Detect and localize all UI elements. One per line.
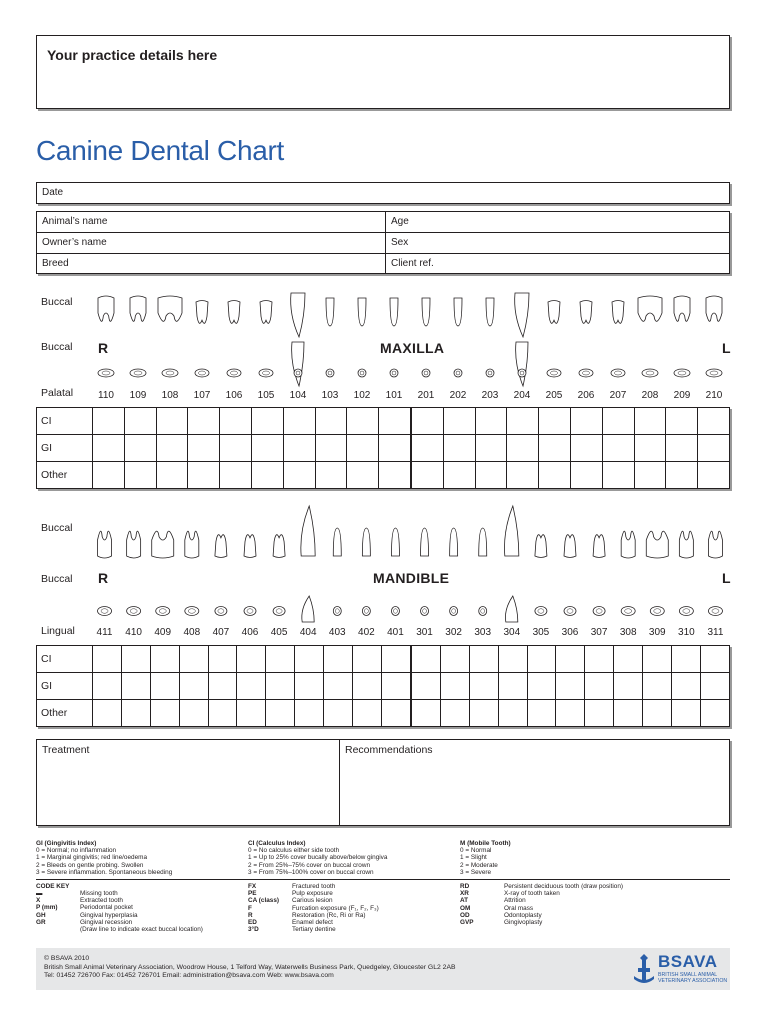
code-key-col2-entry: [248, 919, 458, 926]
maxilla-tooth-number-201: 201: [417, 390, 435, 401]
code-key-col2-code: ED: [248, 918, 257, 926]
gi-legend-line: 2 = Bleeds on gentle probing. Swollen: [36, 861, 144, 869]
mandible-tooth-number-407: 407: [212, 627, 230, 638]
code-key-col2-entry: [248, 897, 458, 904]
mandible-buccal-tooth-405: [273, 535, 285, 558]
mandible-lingual-tooth-403: [333, 607, 341, 616]
code-key-column-3: [460, 883, 730, 926]
mandible-cell[interactable]: [556, 673, 585, 700]
mandible-cell[interactable]: [527, 673, 556, 700]
mandible-tooth-number-311: 311: [707, 627, 724, 638]
gi-legend-line: 0 = Normal; no inflammation: [36, 847, 117, 855]
mandible-cell[interactable]: [498, 700, 527, 727]
code-key-col1-entry: [36, 890, 246, 897]
code-key-col1-entry: [36, 926, 246, 933]
mandible-lingual-tooth-409: [156, 607, 170, 616]
ci-legend: [248, 840, 453, 876]
mandible-cell[interactable]: [700, 646, 729, 673]
mandible-lingual-tooth-311: [708, 607, 722, 616]
code-key-col2-desc: Enamel defect: [292, 918, 333, 926]
mandible-buccal-tooth-406: [244, 535, 256, 558]
code-key-col2-code: PE: [248, 890, 257, 898]
maxilla-tooth-number-104: 104: [289, 390, 307, 401]
mandible-tooth-number-410: 410: [125, 627, 142, 638]
code-key-col1-code: GH: [36, 911, 46, 919]
mandible-cell[interactable]: [614, 673, 643, 700]
code-key-col3-desc: Oral mass: [504, 904, 534, 912]
mandible-tooth-number-403: 403: [328, 627, 346, 638]
gi-legend: [36, 840, 236, 876]
mandible-tooth-number-301: 301: [416, 627, 433, 638]
m-legend-line: 2 = Moderate: [460, 861, 498, 869]
ci-legend-line: 3 = From 75%–100% cover on buccal crown: [248, 868, 374, 876]
maxilla-left-marker: L: [722, 340, 731, 356]
mandible-tooth-number-408: 408: [183, 627, 201, 638]
mandible-cell[interactable]: [700, 700, 729, 727]
code-key-col2-desc: Furcation exposure (F₁, F₂, F₃): [292, 904, 379, 912]
code-key-col2-entry: [248, 912, 458, 919]
code-key-col3-code: GVP: [460, 918, 474, 926]
code-key-col2-entry: [248, 926, 458, 933]
mandible-lingual-tooth-310: [679, 607, 693, 616]
mandible-cell[interactable]: [411, 646, 440, 673]
mandible-lingual-tooth-405: [273, 607, 285, 616]
maxilla-tooth-number-210: 210: [705, 390, 723, 401]
mandible-cell[interactable]: [440, 673, 469, 700]
mandible-cell[interactable]: [700, 673, 729, 700]
mandible-buccal-tooth-403: [333, 528, 341, 556]
mandible-buccal-mid-label: Buccal: [41, 573, 73, 585]
maxilla-tooth-number-106: 106: [225, 390, 243, 401]
animal-name-label: Animal’s name: [42, 216, 108, 227]
mandible-cell[interactable]: [440, 700, 469, 727]
maxilla-tooth-number-109: 109: [129, 390, 147, 401]
mandible-cell[interactable]: [411, 673, 440, 700]
mandible-cell[interactable]: [266, 700, 295, 727]
mandible-cell[interactable]: [672, 700, 701, 727]
mandible-tooth-number-401: 401: [387, 627, 404, 638]
maxilla-tooth-number-101: 101: [385, 390, 403, 401]
mandible-cell[interactable]: [585, 673, 614, 700]
mandible-lingual-tooth-411: [98, 607, 112, 616]
code-key-col3-desc: Attrition: [504, 897, 526, 905]
mandible-lingual2-tooth-404: [302, 596, 314, 622]
maxilla-tooth-number-208: 208: [641, 390, 659, 401]
mandible-cell[interactable]: [643, 646, 672, 673]
notes-box: [36, 739, 730, 826]
mandible-cell[interactable]: [324, 673, 353, 700]
maxilla-tooth-number-202: 202: [449, 390, 467, 401]
mandible-cell[interactable]: [121, 673, 150, 700]
mandible-cell[interactable]: [266, 646, 295, 673]
date-label: Date: [42, 187, 64, 198]
maxilla-tooth-number-204: 204: [513, 390, 531, 401]
mandible-buccal-tooth-404: [301, 506, 315, 556]
code-key-col3-entry: [460, 912, 730, 919]
code-key-col2-desc: Tertiary dentine: [292, 926, 336, 934]
code-key-col1-desc: Periodontal pocket: [80, 904, 133, 912]
recommendations-label: Recommendations: [345, 744, 433, 756]
maxilla-tooth-number-203: 203: [481, 390, 499, 401]
gi-legend-line: 3 = Severe inflammation. Spontaneous bleeding: [36, 868, 173, 876]
mandible-cell[interactable]: [295, 646, 324, 673]
gi-legend-line: 1 = Marginal gingivitis; red line/oedema: [36, 854, 148, 862]
mandible-cell[interactable]: [353, 646, 382, 673]
mandible-lingual-label: Lingual: [41, 625, 75, 637]
mandible-cell[interactable]: [121, 646, 150, 673]
mandible-right-marker: R: [98, 570, 109, 586]
mandible-cell[interactable]: [121, 700, 150, 727]
mandible-cell[interactable]: [469, 673, 498, 700]
maxilla-palatal-label: Palatal: [41, 387, 74, 399]
m-legend-title: M (Mobile Tooth): [460, 840, 511, 847]
mandible-lingual2-tooth-304: [505, 596, 517, 622]
logo-text: BSAVA: [658, 952, 718, 971]
mandible-cell[interactable]: [643, 700, 672, 727]
page-title: Canine Dental Chart: [36, 135, 284, 166]
mandible-lingual-tooth-408: [185, 607, 199, 616]
code-key-col1-entry: [36, 904, 246, 911]
mandible-cell[interactable]: [324, 700, 353, 727]
code-key-col1-desc: Extracted tooth: [80, 897, 123, 905]
mandible-cell[interactable]: [585, 646, 614, 673]
code-key-col1-code: GR: [36, 918, 46, 926]
mandible-cell[interactable]: [179, 673, 208, 700]
maxilla-tooth-number-102: 102: [353, 390, 371, 401]
sex-label: Sex: [391, 237, 409, 248]
mandible-tooth-number-402: 402: [358, 627, 375, 638]
logo-sub1: BRITISH SMALL ANIMAL: [658, 972, 718, 978]
code-key-col2-code: FX: [248, 883, 257, 890]
code-key-col3-entry: [460, 890, 730, 897]
client-ref-label: Client ref.: [391, 258, 434, 269]
code-key-col3-desc: Gingivoplasty: [504, 918, 543, 926]
code-key-col2-code: R: [248, 911, 253, 919]
mandible-cell[interactable]: [179, 646, 208, 673]
maxilla-row-label: GI: [37, 435, 93, 462]
m-legend-line: 1 = Slight: [460, 854, 487, 862]
practice-details-label: Your practice details here: [47, 47, 218, 63]
maxilla-tooth-number-103: 103: [321, 390, 339, 401]
maxilla-row-label: Other: [37, 462, 93, 489]
code-key-col1-entry: [36, 897, 246, 904]
code-key-col1-code: ▬: [36, 890, 43, 897]
mandible-cell[interactable]: [614, 700, 643, 727]
mandible-tooth-number-411: 411: [96, 627, 113, 638]
mandible-lingual-tooth-309: [650, 607, 664, 616]
code-key-col3-code: XR: [460, 890, 469, 898]
m-legend-line: 3 = Severe: [460, 868, 492, 876]
mandible-cell[interactable]: [498, 673, 527, 700]
ci-legend-title: CI (Calculus Index): [248, 840, 306, 847]
mandible-tooth-number-404: 404: [299, 627, 317, 638]
code-key-col1-entry: [36, 919, 246, 926]
mandible-buccal-tooth-309: [646, 531, 668, 558]
mandible-tooth-number-308: 308: [619, 627, 637, 638]
mandible-cell[interactable]: [324, 646, 353, 673]
mandible-buccal-tooth-301: [421, 528, 429, 556]
code-key-col1-entry: [36, 912, 246, 919]
mandible-buccal-tooth-304: [504, 506, 518, 556]
mandible-row-gi: [37, 673, 730, 700]
maxilla-tooth-number-108: 108: [161, 390, 179, 401]
mandible-lingual-tooth-406: [244, 607, 256, 616]
code-key-col3-code: OM: [460, 904, 471, 912]
mandible-cell[interactable]: [469, 646, 498, 673]
code-key-col3-desc: Odontoplasty: [504, 911, 542, 919]
mandible-cell[interactable]: [92, 673, 121, 700]
mandible-lingual-tooth-306: [564, 607, 576, 616]
maxilla-tooth-number-207: 207: [609, 390, 627, 401]
mandible-cell[interactable]: [150, 700, 179, 727]
mandible-label: MANDIBLE: [373, 570, 450, 586]
mandible-buccal-tooth-305: [535, 535, 547, 558]
mandible-tooth-number-302: 302: [445, 627, 462, 638]
code-key-col2-desc: Fractured tooth: [292, 883, 336, 890]
maxilla-buccal-mid-label: Buccal: [41, 341, 73, 353]
mandible-buccal-tooth-408: [185, 531, 199, 558]
mandible-cell[interactable]: [266, 673, 295, 700]
mandible-row-other: [37, 700, 730, 727]
code-key-col1-desc: Gingival recession: [80, 918, 133, 926]
footer-text: [44, 955, 456, 981]
recommendations-field[interactable]: [340, 740, 729, 825]
code-key-col2-code: 3°D: [248, 926, 259, 934]
code-key-col2-desc: Carious lesion: [292, 897, 333, 905]
mandible-tooth-number-310: 310: [678, 627, 695, 638]
code-key-column-1: [36, 890, 246, 933]
mandible-lingual-tooth-410: [127, 607, 141, 616]
treatment-label: Treatment: [42, 744, 90, 756]
mandible-buccal-tooth-411: [98, 531, 112, 558]
code-key-col3-code: RD: [460, 883, 470, 890]
mandible-buccal-tooth-302: [450, 528, 458, 556]
code-key-col2-entry: [248, 890, 458, 897]
maxilla-tooth-number-206: 206: [577, 390, 595, 401]
code-key-col1-desc: Gingival hyperplasia: [80, 911, 138, 919]
code-key-col1-code: P (mm): [36, 904, 58, 912]
code-key-col1-code: X: [36, 897, 41, 905]
mandible-row-label: GI: [37, 673, 93, 700]
mandible-cell[interactable]: [208, 646, 237, 673]
mandible-cell[interactable]: [295, 673, 324, 700]
mandible-row-label: Other: [37, 700, 93, 727]
maxilla-buccal-top-label: Buccal: [41, 296, 73, 308]
mandible-chart-grid: [36, 645, 730, 727]
code-key-col2-entry: [248, 905, 458, 912]
mandible-lingual-tooth-301: [421, 607, 429, 616]
code-key-col3-entry: [460, 905, 730, 912]
code-key-col3-entry: [460, 883, 730, 890]
mandible-tooth-number-307: 307: [590, 627, 608, 638]
m-legend: [460, 840, 660, 876]
mandible-buccal-tooth-407: [215, 535, 227, 558]
footer-copyright: © BSAVA 2010: [44, 955, 90, 962]
mandible-row-label: CI: [37, 646, 93, 673]
mandible-cell[interactable]: [150, 646, 179, 673]
maxilla-row-label: CI: [37, 408, 93, 435]
age-label: Age: [391, 216, 409, 227]
mandible-row-ci: [37, 646, 730, 673]
maxilla-tooth-number-205: 205: [545, 390, 563, 401]
mandible-cell[interactable]: [208, 673, 237, 700]
mandible-tooth-number-409: 409: [154, 627, 172, 638]
mandible-cell[interactable]: [382, 673, 411, 700]
code-key-col3-desc: X-ray of tooth taken: [504, 890, 560, 898]
maxilla-tooth-number-209: 209: [673, 390, 691, 401]
bsava-logo: [632, 952, 728, 986]
code-key-col2-entry: [248, 883, 458, 890]
maxilla-label: MAXILLA: [380, 340, 445, 356]
maxilla-tooth-number-110: 110: [98, 390, 114, 401]
mandible-cell[interactable]: [643, 673, 672, 700]
mandible-buccal-tooth-306: [564, 535, 576, 558]
mandible-buccal-top-label: Buccal: [41, 522, 73, 534]
mandible-cell[interactable]: [208, 700, 237, 727]
mandible-cell[interactable]: [527, 700, 556, 727]
mandible-cell[interactable]: [237, 700, 266, 727]
footer-contact: Tel: 01452 726700 Fax: 01452 726701 Email: administration@bsava.com Web: www.bsava.com: [44, 972, 334, 980]
mandible-cell[interactable]: [237, 646, 266, 673]
ci-legend-line: 2 = From 25%–75% cover on buccal crown: [248, 861, 371, 869]
code-key-col3-desc: Persistent deciduous tooth (draw position): [504, 883, 624, 890]
code-key-col2-code: CA (class): [248, 897, 280, 905]
mandible-cell[interactable]: [179, 700, 208, 727]
mandible-cell[interactable]: [440, 646, 469, 673]
mandible-tooth-number-406: 406: [241, 627, 259, 638]
ci-legend-line: 1 = Up to 25% cover bucally above/below gingiva: [248, 854, 388, 862]
mandible-cell[interactable]: [295, 700, 324, 727]
mandible-left-marker: L: [722, 570, 731, 586]
mandible-buccal-tooth-311: [708, 531, 722, 558]
mandible-buccal-tooth-308: [621, 531, 635, 558]
mandible-cell[interactable]: [498, 646, 527, 673]
code-key-title: CODE KEY: [36, 883, 70, 890]
maxilla-tooth-number-105: 105: [257, 390, 275, 401]
mandible-lingual-tooth-308: [621, 607, 635, 616]
code-key-column-2: [248, 883, 458, 933]
mandible-buccal-tooth-410: [127, 531, 141, 558]
m-legend-line: 0 = Normal: [460, 847, 492, 855]
maxilla-tooth-number-107: 107: [193, 390, 211, 401]
mandible-lingual-tooth-303: [479, 607, 487, 616]
mandible-cell[interactable]: [556, 700, 585, 727]
code-key-col3-code: AT: [460, 897, 469, 905]
breed-label: Breed: [42, 258, 69, 269]
mandible-cell[interactable]: [411, 700, 440, 727]
code-key-col3-entry: [460, 897, 730, 904]
mandible-tooth-number-306: 306: [561, 627, 579, 638]
footer-address: British Small Animal Veterinary Association, Woodrow House, 1 Telford Way, Waterwells Business Park, Quedgeley, Gloucester GL2 2AB: [44, 963, 456, 971]
mandible-cell[interactable]: [614, 646, 643, 673]
mandible-cell[interactable]: [237, 673, 266, 700]
mandible-tooth-number-304: 304: [503, 627, 521, 638]
mandible-buccal-tooth-402: [362, 528, 370, 556]
mandible-lingual-tooth-401: [391, 607, 399, 616]
mandible-tooth-number-405: 405: [270, 627, 288, 638]
mandible-cell[interactable]: [556, 646, 585, 673]
mandible-cell[interactable]: [585, 700, 614, 727]
mandible-cell[interactable]: [382, 700, 411, 727]
mandible-cell[interactable]: [353, 700, 382, 727]
mandible-buccal-tooth-307: [593, 535, 605, 558]
mandible-lingual-tooth-305: [535, 607, 547, 616]
mandible-lingual-tooth-402: [362, 607, 370, 616]
owner-name-label: Owner’s name: [42, 237, 107, 248]
mandible-cell[interactable]: [527, 646, 556, 673]
code-key-col2-desc: Restoration (Rc, Ri or Ra): [292, 911, 366, 919]
mandible-buccal-tooth-401: [391, 528, 399, 556]
mandible-tooth-number-305: 305: [532, 627, 550, 638]
mandible-buccal-tooth-310: [679, 531, 693, 558]
mandible-lingual-tooth-307: [593, 607, 605, 616]
gi-legend-title: GI (Gingivitis Index): [36, 840, 97, 847]
code-key-col3-entry: [460, 919, 730, 926]
code-key-col2-code: F: [248, 904, 252, 912]
code-key-col3-code: OD: [460, 911, 470, 919]
mandible-lingual-tooth-302: [450, 607, 458, 616]
mandible-lingual-tooth-407: [215, 607, 227, 616]
mandible-cell[interactable]: [672, 673, 701, 700]
mandible-cell[interactable]: [150, 673, 179, 700]
mandible-cell[interactable]: [92, 646, 121, 673]
code-key-col1-desc: (Draw line to indicate exact buccal location): [80, 925, 203, 933]
logo-sub2: VETERINARY ASSOCIATION: [658, 978, 728, 984]
mandible-cell[interactable]: [353, 673, 382, 700]
ci-legend-line: 0 = No calculus either side tooth: [248, 847, 340, 855]
mandible-tooth-number-303: 303: [474, 627, 492, 638]
code-key-col2-desc: Pulp exposure: [292, 890, 333, 898]
mandible-cell[interactable]: [382, 646, 411, 673]
maxilla-right-marker: R: [98, 340, 109, 356]
mandible-cell[interactable]: [469, 700, 498, 727]
mandible-buccal-tooth-303: [479, 528, 487, 556]
mandible-buccal-tooth-409: [152, 531, 174, 558]
mandible-cell[interactable]: [672, 646, 701, 673]
mandible-cell[interactable]: [92, 700, 121, 727]
treatment-field[interactable]: [37, 740, 339, 825]
code-key-col1-desc: Missing tooth: [80, 890, 118, 897]
mandible-tooth-number-309: 309: [648, 627, 666, 638]
